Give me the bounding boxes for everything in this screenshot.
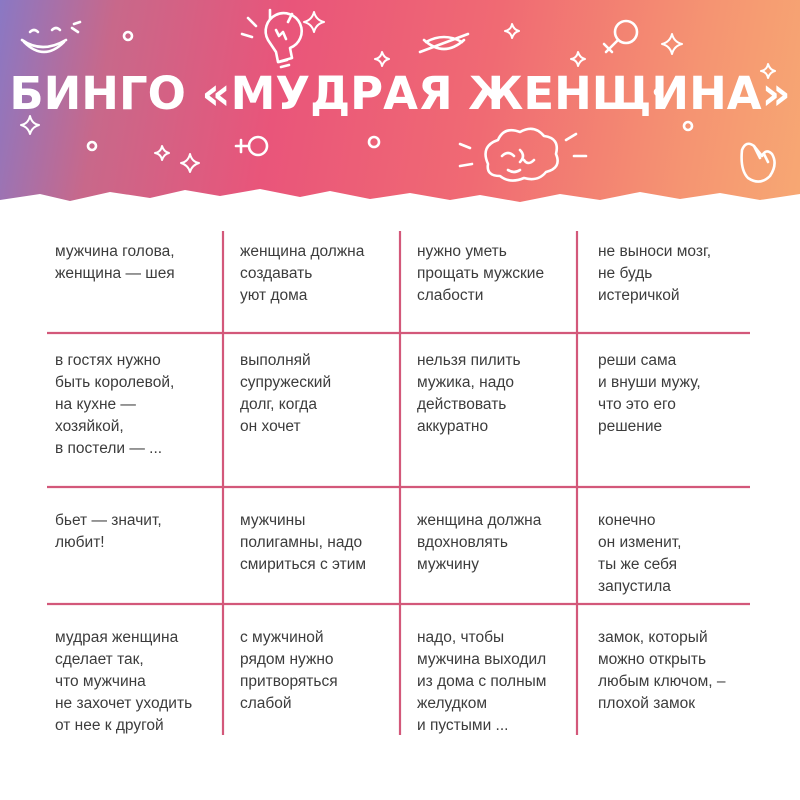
bingo-cell: нельзя пилить мужика, надо действовать аккуратно [417, 352, 521, 435]
bingo-cell: с мужчиной рядом нужно притворяться слабой [240, 629, 338, 712]
bingo-cell: замок, который можно открыть любым ключом, – плохой замок [598, 629, 726, 712]
bingo-cell: конечно он изменит, ты же себя запустила [598, 512, 682, 595]
bingo-cell: мудрая женщина сделает так, что мужчина не захочет уходить от нее к другой [55, 629, 193, 734]
page-title: БИНГО «МУДРАЯ ЖЕНЩИНА» [9, 67, 791, 120]
bingo-cell: женщина должна вдохновлять мужчину [417, 512, 542, 573]
bingo-cell: мужчина голова, женщина — шея [55, 243, 175, 282]
bingo-cell: нужно уметь прощать мужские слабости [417, 243, 545, 304]
bingo-cell: мужчины полигамны, надо смириться с этим [240, 512, 367, 573]
bingo-cell: реши сама и внуши мужу, что это его решение [598, 352, 701, 435]
bingo-cell: выполняй супружеский долг, когда он хочет [240, 352, 332, 435]
bingo-cell: не выноси мозг, не будь истеричкой [598, 243, 712, 304]
bingo-cell: бьет — значит, любит! [55, 512, 162, 551]
bingo-cell: надо, чтобы мужчина выходил из дома с полным желудком и пустыми ... [417, 629, 547, 734]
bingo-cell: женщина должна создавать уют дома [240, 243, 365, 304]
bingo-cell: в гостях нужно быть королевой, на кухне — хозяйкой, в постели — ... [55, 352, 175, 457]
